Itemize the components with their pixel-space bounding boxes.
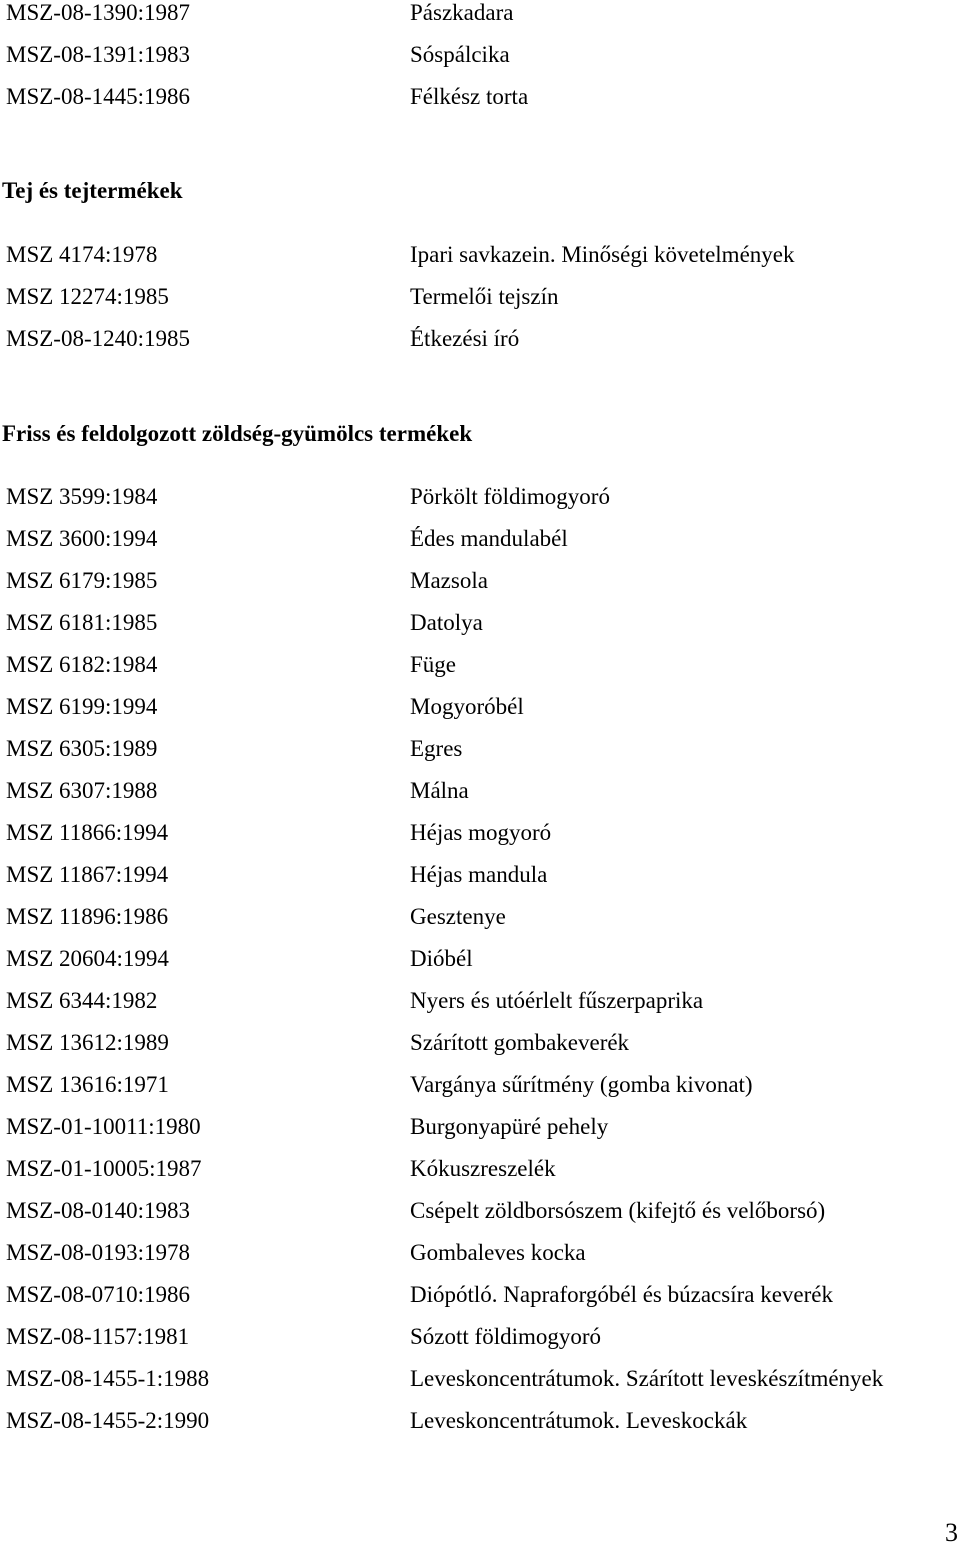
standard-code: MSZ-08-1157:1981 (6, 1324, 190, 1349)
standard-title: Csépelt zöldborsószem (kifejtő és velőborsó) (410, 1198, 826, 1223)
standard-code: MSZ-08-1390:1987 (6, 0, 190, 25)
standard-code: MSZ 6305:1989 (6, 736, 158, 761)
standard-code: MSZ-08-1455-2:1990 (6, 1408, 210, 1433)
list-item (0, 234, 960, 276)
list-item (0, 644, 960, 686)
standard-code: MSZ-08-0193:1978 (6, 1240, 190, 1265)
standard-title: Kókuszreszelék (410, 1156, 556, 1181)
standard-code: MSZ 6344:1982 (6, 988, 158, 1013)
list-item (0, 854, 960, 896)
list-item (0, 518, 960, 560)
list-item (0, 476, 960, 518)
list-item (0, 318, 960, 360)
standard-title: Étkezési író (410, 326, 520, 351)
standard-code: MSZ-08-0710:1986 (6, 1282, 190, 1307)
standard-title: Vargánya sűrítmény (gomba kivonat) (410, 1072, 753, 1097)
list-item (0, 0, 960, 34)
standard-title: Mazsola (410, 568, 488, 593)
standard-title: Ipari savkazein. Minőségi követelmények (410, 242, 795, 267)
list-item (0, 76, 960, 118)
section-heading-produce: Friss és feldolgozott zöldség-gyümölcs termékek (2, 421, 473, 446)
standard-code: MSZ 20604:1994 (6, 946, 169, 971)
standard-code: MSZ-08-1455-1:1988 (6, 1366, 210, 1391)
standard-code: MSZ 13612:1989 (6, 1030, 169, 1055)
list-item (0, 1190, 960, 1232)
standard-code: MSZ 4174:1978 (6, 242, 158, 267)
standard-code: MSZ-08-1391:1983 (6, 42, 190, 67)
list-item (0, 896, 960, 938)
standard-title: Sózott földimogyoró (410, 1324, 602, 1349)
standard-code: MSZ-08-1445:1986 (6, 84, 190, 109)
list-item (0, 34, 960, 76)
standard-title: Sóspálcika (410, 42, 510, 67)
standard-title: Gombaleves kocka (410, 1240, 586, 1265)
standards-list-bakery (0, 0, 960, 118)
standard-title: Termelői tejszín (410, 284, 559, 309)
standard-code: MSZ-08-1240:1985 (6, 326, 190, 351)
standard-title: Héjas mandula (410, 862, 548, 887)
standard-title: Füge (410, 652, 456, 677)
standard-code: MSZ 6181:1985 (6, 610, 158, 635)
list-item (0, 602, 960, 644)
section-heading-dairy: Tej és tejtermékek (2, 178, 183, 203)
list-item (0, 276, 960, 318)
list-item (0, 1064, 960, 1106)
standard-title: Burgonyapüré pehely (410, 1114, 609, 1139)
list-item (0, 1358, 960, 1400)
standard-title: Pászkadara (410, 0, 514, 25)
list-item (0, 1022, 960, 1064)
standard-code: MSZ-01-10005:1987 (6, 1156, 202, 1181)
standard-code: MSZ 6182:1984 (6, 652, 158, 677)
standard-title: Nyers és utóérlelt fűszerpaprika (410, 988, 704, 1013)
standard-title: Diópótló. Napraforgóbél és búzacsíra keverék (410, 1282, 833, 1307)
list-item (0, 1316, 960, 1358)
list-item (0, 728, 960, 770)
standard-code: MSZ 3600:1994 (6, 526, 158, 551)
list-item (0, 1274, 960, 1316)
standard-title: Mogyoróbél (410, 694, 524, 719)
list-item (0, 770, 960, 812)
standard-title: Leveskoncentrátumok. Szárított leveskészítmények (410, 1366, 884, 1391)
standard-code: MSZ 11866:1994 (6, 820, 169, 845)
list-item (0, 938, 960, 980)
standard-code: MSZ-01-10011:1980 (6, 1114, 201, 1139)
standard-title: Dióbél (410, 946, 473, 971)
standard-code: MSZ 6199:1994 (6, 694, 158, 719)
list-item (0, 812, 960, 854)
standards-list-dairy (0, 234, 960, 360)
list-item (0, 1106, 960, 1148)
standard-title: Málna (410, 778, 469, 803)
standard-code: MSZ 6179:1985 (6, 568, 158, 593)
standard-code: MSZ 11896:1986 (6, 904, 169, 929)
standard-title: Édes mandulabél (410, 526, 568, 551)
list-item (0, 1400, 960, 1442)
list-item (0, 1148, 960, 1190)
standard-title: Gesztenye (410, 904, 506, 929)
standard-code: MSZ 3599:1984 (6, 484, 158, 509)
standard-title: Szárított gombakeverék (410, 1030, 630, 1055)
list-item (0, 980, 960, 1022)
list-item (0, 1232, 960, 1274)
standard-title: Egres (410, 736, 463, 761)
standard-title: Héjas mogyoró (410, 820, 552, 845)
list-item (0, 560, 960, 602)
standard-title: Leveskoncentrátumok. Leveskockák (410, 1408, 748, 1433)
standard-code: MSZ 11867:1994 (6, 862, 169, 887)
standard-code: MSZ 12274:1985 (6, 284, 169, 309)
standard-title: Félkész torta (410, 84, 529, 109)
standard-code: MSZ-08-0140:1983 (6, 1198, 190, 1223)
standard-code: MSZ 6307:1988 (6, 778, 158, 803)
standard-title: Datolya (410, 610, 483, 635)
standard-title: Pörkölt földimogyoró (410, 484, 610, 509)
list-item (0, 686, 960, 728)
standards-list-produce (0, 476, 960, 1442)
page-number: 3 (945, 1518, 958, 1547)
standard-code: MSZ 13616:1971 (6, 1072, 169, 1097)
